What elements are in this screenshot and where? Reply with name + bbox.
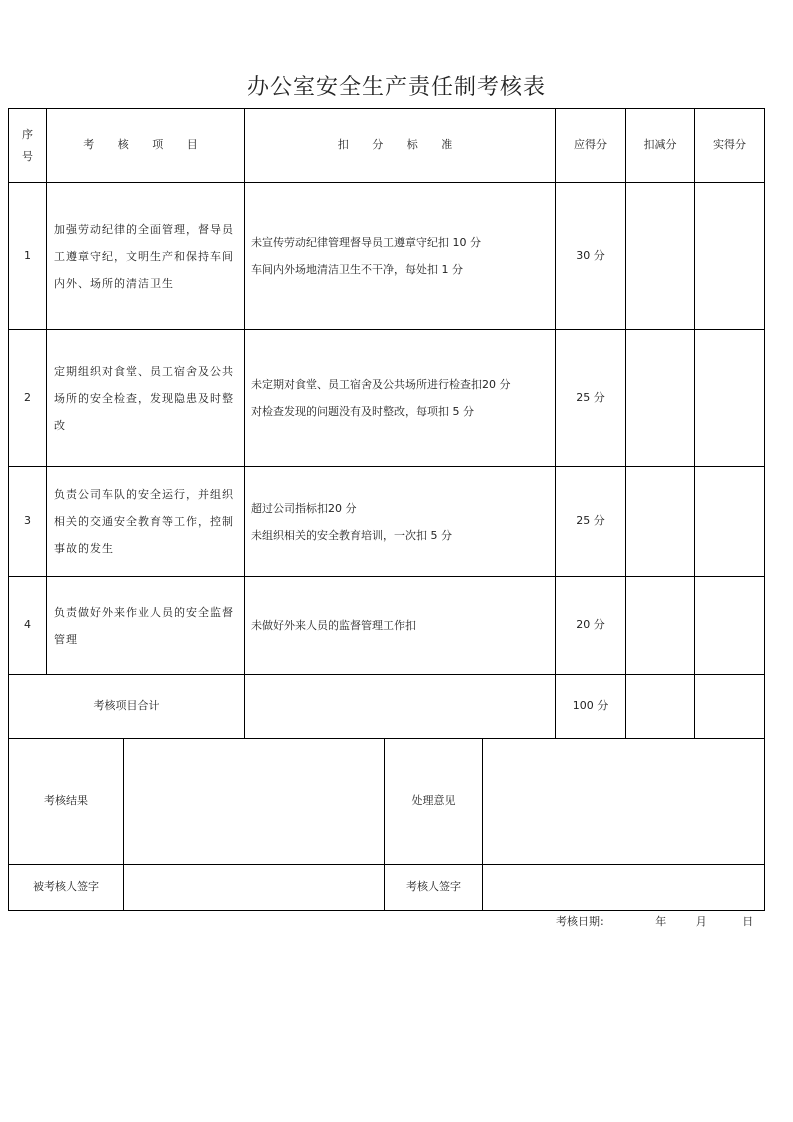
opinion-cell[interactable] [483,739,765,865]
row-actual-cell[interactable] [695,577,765,675]
result-table [8,738,765,911]
table-row [9,577,765,675]
date-day: 日 [742,915,754,928]
total-deduct-cell[interactable] [626,675,695,739]
row-due-score: 25 分 [556,330,626,467]
standard-line: 超过公司指标扣20 分 [251,501,357,515]
row-due-score: 30 分 [556,183,626,330]
examiner-sign-label: 考核人签字 [385,865,483,911]
result-cell[interactable] [124,739,385,865]
standard-line: 未组织相关的安全教育培训，一次扣 5 分 [251,528,452,542]
row-standard [245,467,556,577]
row-item: 定期组织对食堂、员工宿舍及公共场所的安全检查，发现隐患及时整改 [47,330,245,467]
assessment-table [8,108,765,739]
standard-line: 未宣传劳动纪律管理督导员工遵章守纪扣 10 分 [251,236,481,249]
row-standard [245,577,556,675]
row-actual-cell[interactable] [695,467,765,577]
total-score: 100 分 [556,675,626,739]
assessment-date [556,913,753,929]
examinee-sign-label: 被考核人签字 [9,865,124,911]
row-item: 负责做好外来作业人员的安全监督管理 [47,577,245,675]
row-no: 3 [9,467,47,577]
standard-line: 未定期对食堂、员工宿舍及公共场所进行检查扣20 分 [251,378,511,391]
header-due-score: 应得分 [556,109,626,183]
row-due-score: 25 分 [556,467,626,577]
row-deduct-cell[interactable] [626,467,695,577]
row-no: 2 [9,330,47,467]
row-due-score: 20 分 [556,577,626,675]
total-row [9,675,765,739]
header-seq: 序 号 [9,109,47,183]
row-standard [245,330,556,467]
date-year: 年 [655,915,667,928]
page-title: 办公室安全生产责任制考核表 [246,75,546,100]
row-deduct-cell[interactable] [626,183,695,330]
header-standard: 扣 分 标 准 [245,109,556,183]
total-standard-cell [245,675,556,739]
standard-line: 未做好外来人员的监督管理工作扣 [251,619,416,632]
row-actual-cell[interactable] [695,183,765,330]
header-deduct-score: 扣减分 [626,109,695,183]
row-deduct-cell[interactable] [626,330,695,467]
row-no: 4 [9,577,47,675]
header-actual-score: 实得分 [695,109,765,183]
table-row [9,330,765,467]
row-no: 1 [9,183,47,330]
row-item: 加强劳动纪律的全面管理，督导员工遵章守纪，文明生产和保持车间内外、场所的清洁卫生 [47,183,245,330]
table-row [9,183,765,330]
signature-row [9,865,765,911]
row-actual-cell[interactable] [695,330,765,467]
result-row [9,739,765,865]
total-actual-cell[interactable] [695,675,765,739]
examinee-sign-cell[interactable] [124,865,385,911]
row-item: 负责公司车队的安全运行，并组织相关的交通安全教育等工作，控制事故的发生 [47,467,245,577]
standard-line: 对检查发现的问题没有及时整改，每项扣 5 分 [251,405,474,418]
table-header-row [9,109,765,183]
result-label: 考核结果 [9,739,124,865]
date-month: 月 [695,915,707,928]
examiner-sign-cell[interactable] [483,865,765,911]
standard-line: 车间内外场地清洁卫生不干净，每处扣 1 分 [251,263,463,276]
total-label: 考核项目合计 [9,675,245,739]
date-label: 考核日期: [556,915,604,928]
row-standard [245,183,556,330]
opinion-label: 处理意见 [385,739,483,865]
row-deduct-cell[interactable] [626,577,695,675]
header-item: 考 核 项 目 [47,109,245,183]
table-row [9,467,765,577]
